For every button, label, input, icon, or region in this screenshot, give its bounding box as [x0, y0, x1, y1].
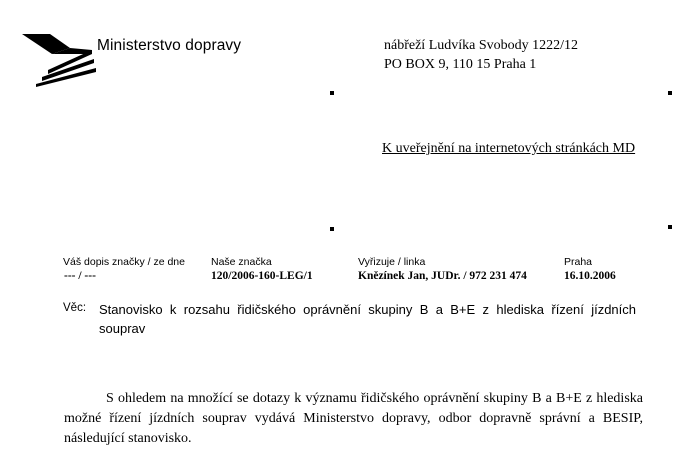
- our-reference-label: Naše značka: [211, 256, 272, 268]
- ministry-name: Ministerstvo dopravy: [97, 37, 242, 54]
- body-paragraph: S ohledem na množící se dotazy k významu řidičského oprávnění skupiny B a B+E z hlediska možné řízení jízdních souprav vydává Ministerstvo dopravy, odbor dopravně správní a BESIP, následující stanovisko.: [64, 391, 643, 446]
- fold-mark: [668, 91, 672, 95]
- handled-by-value: Knězínek Jan, JUDr. / 972 231 474: [358, 270, 527, 282]
- fold-mark: [330, 227, 334, 231]
- address-line-1: nábřeží Ludvíka Svobody 1222/12: [384, 38, 579, 53]
- handled-by-label: Vyřizuje / linka: [358, 256, 426, 268]
- fold-mark: [330, 91, 334, 95]
- date-value: 16.10.2006: [564, 270, 616, 282]
- subject-label: Věc:: [63, 302, 87, 314]
- place-label: Praha: [564, 256, 593, 268]
- your-letter-label: Váš dopis značky / ze dne: [63, 256, 185, 268]
- subject-text: Stanovisko k rozsahu řidičského oprávnění skupiny B a B+E z hlediska řízení jízdních souprav: [99, 302, 636, 336]
- fold-mark: [668, 225, 672, 229]
- ministry-logo-icon: [22, 32, 98, 87]
- our-reference-value: 120/2006-160-LEG/1: [211, 270, 313, 282]
- publication-note: K uveřejnění na internetových stránkách MD: [382, 141, 636, 156]
- address-line-2: PO BOX 9, 110 15 Praha 1: [384, 57, 537, 72]
- your-letter-value: --- / ---: [64, 270, 96, 282]
